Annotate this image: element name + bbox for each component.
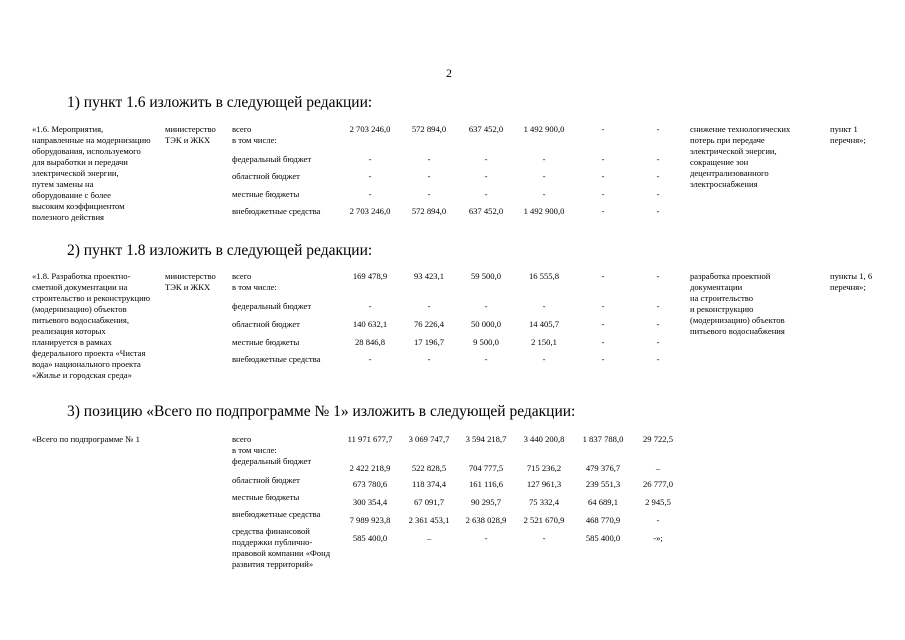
value-cell: 67 091,7 (413, 497, 445, 507)
value-cell: 2 703 246,0 (349, 206, 391, 216)
value-cell: 468 770,9 (585, 515, 621, 525)
value-cell: - (368, 189, 372, 199)
value-cell: 2 703 246,0 (349, 124, 391, 134)
value-cell: – (655, 463, 661, 473)
value-cell: 239 551,3 (585, 479, 621, 489)
source-label: всего (232, 124, 252, 134)
value-cell: - (542, 354, 546, 364)
source-label: федеральный бюджет (232, 154, 312, 164)
value-cell: 585 400,0 (585, 533, 621, 543)
value-cell: - (484, 154, 488, 164)
row-name-line: «Жилье и городская среда» (32, 370, 132, 380)
value-cell: 300 354,4 (352, 497, 388, 507)
source-label: федеральный бюджет (232, 456, 312, 466)
row-name-line: путем замены на (32, 179, 94, 189)
value-cell: - (601, 354, 605, 364)
value-cell: 1 492 900,0 (523, 206, 565, 216)
row-name-line: сметной документации на (32, 282, 128, 292)
value-cell: 704 777,5 (468, 463, 504, 473)
value-cell: - (427, 301, 431, 311)
value-cell: - (601, 124, 605, 134)
value-cell: - (601, 171, 605, 181)
value-cell: - (656, 271, 660, 281)
value-cell: 14 405,7 (528, 319, 560, 329)
reference: перечня»; (830, 282, 866, 292)
source-sublabel: в том числе: (232, 445, 277, 455)
value-cell: – (426, 533, 432, 543)
value-cell: 1 837 788,0 (582, 434, 624, 444)
source-label: областной бюджет (232, 475, 300, 485)
result-text: (модернизацию) объектов (690, 315, 785, 325)
result-text: разработка проектной (690, 271, 771, 281)
row-name-line: высоким коэффициентом (32, 201, 125, 211)
value-cell: 127 961,3 (526, 479, 562, 489)
value-cell: - (427, 171, 431, 181)
row-name-line: реализация которых (32, 326, 106, 336)
value-cell: 2 521 670,9 (523, 515, 565, 525)
value-cell: - (368, 171, 372, 181)
value-cell: 7 989 923,8 (349, 515, 391, 525)
value-cell: 17 196,7 (413, 337, 445, 347)
source-label: внебюджетные средства (232, 354, 321, 364)
value-cell: 90 295,7 (470, 497, 502, 507)
value-cell: 3 440 200,8 (523, 434, 565, 444)
result-text: электрической энергии, (690, 146, 777, 156)
row-name-line: планируется в рамках (32, 337, 112, 347)
value-cell: 11 971 677,7 (347, 434, 393, 444)
value-cell: 26 777,0 (642, 479, 674, 489)
value-cell: 2 638 028,9 (465, 515, 507, 525)
value-cell: - (656, 189, 660, 199)
value-cell: 75 332,4 (528, 497, 560, 507)
value-cell: - (601, 154, 605, 164)
value-cell: 9 500,0 (473, 337, 499, 347)
value-cell: - (656, 354, 660, 364)
result-text: питьевого водоснабжения (690, 326, 785, 336)
value-cell: - (484, 354, 488, 364)
result-text: и реконструкцию (690, 304, 754, 314)
row-name-line: для выработки и передачи (32, 157, 128, 167)
result-text: документации (690, 282, 743, 292)
source-label: областной бюджет (232, 319, 300, 329)
reference: перечня»; (830, 135, 866, 145)
source-label: внебюджетные средства (232, 509, 321, 519)
value-cell: 169 478,9 (352, 271, 388, 281)
row-name-line: оборудование с более (32, 190, 111, 200)
source-label: всего (232, 271, 252, 281)
value-cell: 479 376,7 (585, 463, 621, 473)
value-cell: - (542, 171, 546, 181)
section-3-heading: 3) позицию «Всего по подпрограмме № 1» изложить в следующей редакции: (67, 403, 576, 420)
row-name-line: полезного действия (32, 212, 105, 222)
value-cell: 1 492 900,0 (523, 124, 565, 134)
value-cell: 572 894,0 (411, 206, 447, 216)
value-cell: 585 400,0 (352, 533, 388, 543)
value-cell: - (656, 515, 660, 525)
source-label: поддержки публично- (232, 537, 313, 547)
value-cell: 76 226,4 (413, 319, 445, 329)
value-cell: - (656, 301, 660, 311)
source-sublabel: в том числе: (232, 135, 277, 145)
value-cell: - (656, 154, 660, 164)
row-name-line: оборудования, используемого (32, 146, 141, 156)
section-1-heading: 1) пункт 1.6 изложить в следующей редакции: (67, 94, 373, 111)
value-cell: - (427, 189, 431, 199)
source-label: местные бюджеты (232, 189, 300, 199)
value-cell: 29 722,5 (642, 434, 674, 444)
value-cell: - (656, 337, 660, 347)
value-cell: 673 780,6 (352, 479, 388, 489)
value-cell: -»; (653, 533, 663, 543)
value-cell: 3 069 747,7 (408, 434, 450, 444)
executor: ТЭК и ЖКХ (165, 135, 211, 145)
section-2-heading: 2) пункт 1.8 изложить в следующей редакции: (67, 242, 373, 259)
value-cell: - (542, 301, 546, 311)
value-cell: 28 846,8 (354, 337, 386, 347)
value-cell: - (601, 189, 605, 199)
value-cell: - (368, 354, 372, 364)
value-cell: - (484, 189, 488, 199)
row-name-line: электрической энергии, (32, 168, 119, 178)
value-cell: - (601, 301, 605, 311)
value-cell: 161 116,6 (468, 479, 504, 489)
result-text: сокращение зон (690, 157, 749, 167)
source-label: внебюджетные средства (232, 206, 321, 216)
row-name: «1.6. Мероприятия, (32, 124, 104, 134)
value-cell: - (656, 124, 660, 134)
source-label: правовой компании «Фонд (232, 548, 331, 558)
value-cell: - (656, 206, 660, 216)
value-cell: - (601, 337, 605, 347)
value-cell: - (601, 206, 605, 216)
row-name: «Всего по подпрограмме № 1 (32, 434, 140, 444)
value-cell: 2 945,5 (645, 497, 671, 507)
row-name-line: федерального проекта «Чистая (32, 348, 146, 358)
source-sublabel: в том числе: (232, 282, 277, 292)
value-cell: 2 422 218,9 (349, 463, 391, 473)
value-cell: - (656, 319, 660, 329)
value-cell: - (427, 354, 431, 364)
row-name-line: направленные на модернизацию (32, 135, 151, 145)
result-text: потерь при передаче (690, 135, 765, 145)
value-cell: 93 423,1 (413, 271, 445, 281)
value-cell: 637 452,0 (468, 206, 504, 216)
source-label: местные бюджеты (232, 492, 300, 502)
page-number: 2 (446, 66, 452, 80)
value-cell: - (542, 154, 546, 164)
value-cell: 715 236,2 (526, 463, 562, 473)
value-cell: 572 894,0 (411, 124, 447, 134)
result-text: на строительство (690, 293, 754, 303)
value-cell: 16 555,8 (528, 271, 560, 281)
value-cell: 64 689,1 (587, 497, 619, 507)
result-text: электроснабжения (690, 179, 758, 189)
value-cell: - (484, 171, 488, 181)
source-label: средства финансовой (232, 526, 310, 536)
row-name-line: строительство и реконструкцию (32, 293, 151, 303)
result-text: снижение технологических (690, 124, 791, 134)
value-cell: - (601, 319, 605, 329)
executor: ТЭК и ЖКХ (165, 282, 211, 292)
source-label: всего (232, 434, 252, 444)
value-cell: - (656, 171, 660, 181)
row-name-line: вода» национального проекта (32, 359, 141, 369)
value-cell: 140 632,1 (352, 319, 388, 329)
value-cell: - (368, 154, 372, 164)
value-cell: 522 828,5 (411, 463, 447, 473)
value-cell: - (484, 533, 488, 543)
value-cell: 637 452,0 (468, 124, 504, 134)
reference: пункты 1, 6 (830, 271, 873, 281)
value-cell: 2 361 453,1 (408, 515, 450, 525)
value-cell: 3 594 218,7 (465, 434, 507, 444)
value-cell: - (368, 301, 372, 311)
executor: министерство (165, 124, 216, 134)
value-cell: - (542, 533, 546, 543)
value-cell: 59 500,0 (470, 271, 502, 281)
row-name-line: питьевого водоснабжения, (32, 315, 129, 325)
result-text: децентрализованного (690, 168, 769, 178)
value-cell: 118 374,4 (411, 479, 447, 489)
value-cell: - (601, 271, 605, 281)
source-label: развития территорий» (232, 559, 314, 569)
source-label: областной бюджет (232, 171, 300, 181)
value-cell: - (484, 301, 488, 311)
value-cell: 50 000,0 (470, 319, 502, 329)
source-label: местные бюджеты (232, 337, 300, 347)
value-cell: - (542, 189, 546, 199)
reference: пункт 1 (830, 124, 858, 134)
value-cell: - (427, 154, 431, 164)
value-cell: 2 150,1 (531, 337, 557, 347)
row-name: «1.8. Разработка проектно- (32, 271, 131, 281)
executor: министерство (165, 271, 216, 281)
source-label: федеральный бюджет (232, 301, 312, 311)
row-name-line: (модернизацию) объектов (32, 304, 127, 314)
